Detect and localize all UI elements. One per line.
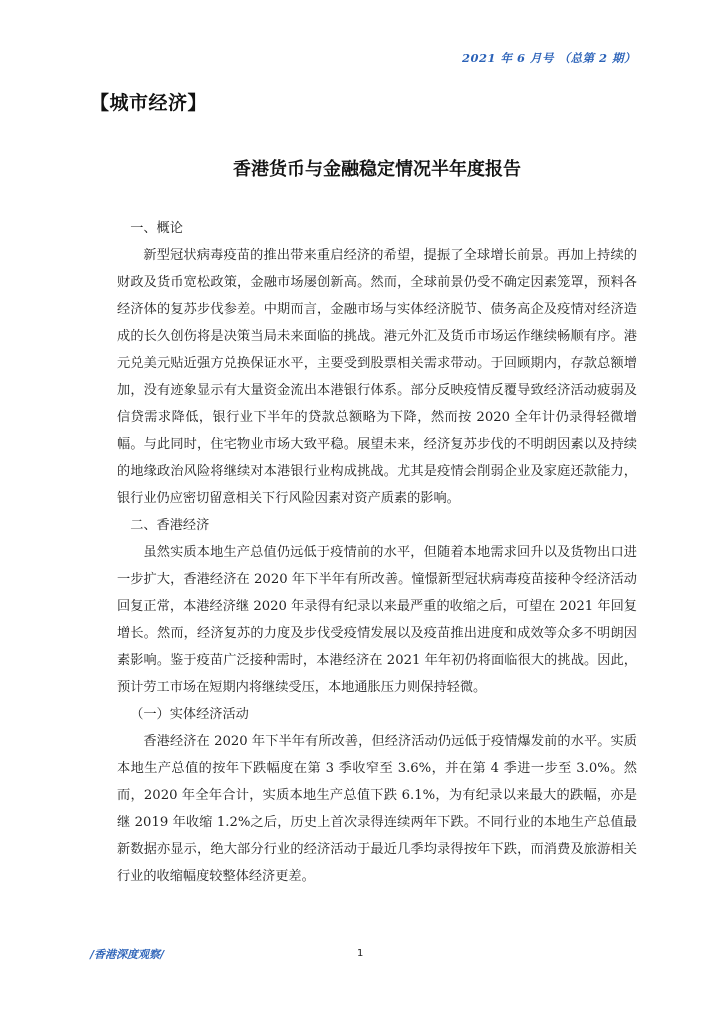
heading-real-economy: （一）实体经济活动: [130, 707, 249, 722]
paragraph-overview: 新型冠状病毒疫苗的推出带来重启经济的希望，提振了全球增长前景。再加上持续的财政及货币宽松政策，金融市场屡创新高。然而，全球前景仍受不确定因素笼罩，预料各经济体的复苏步伐参差。中期而言，金融市场与实体经济脱节、债务高企及疫情对经济造成的长久创伤将是决策当局未来面临的挑战。港元外汇及货币市场运作继续畅顺有序。港元兑美元贴近强方兑换保证水平，主要受到股票相关需求带动。于回顾期内，存款总额增加，没有迹象显示有大量资金流出本港银行体系。部分反映疫情反覆导致经济活动疲弱及信贷需求降低，银行业下半年的贷款总额略为下降，然而按 2020 全年计仍录得轻微增幅。与此同时，住宅物业市场大致平稳。展望未来，经济复苏步伐的不明朗因素以及持续的地缘政治风险将继续对本港银行业构成挑战。尤其是疫情会削弱企业及家庭还款能力，银行业仍应密切留意相关下行风险因素对资产质素的影响。: [117, 248, 637, 506]
report-body: [117, 215, 637, 890]
report-title: 香港货币与金融稳定情况半年度报告: [233, 159, 521, 180]
heading-hk-economy: 二、香港经济: [130, 518, 210, 533]
paragraph-real-economy: 香港经济在 2020 年下半年有所改善，但经济活动仍远低于疫情爆发前的水平。实质本地生产总值的按年下跌幅度在第 3 季收窄至 3.6%，并在第 4 季进一步至 3.0%。然而，2020 年全年合计，实质本地生产总值下跌 6.1%，为有纪录以来最大的跌幅，亦是继 2019 年收缩 1.2%之后，历史上首次录得连续两年下跌。不同行业的本地生产总值最新数据亦显示，绝大部分行业的经济活动于最近几季均录得按年下跌，而消费及旅游相关行业的收缩幅度较整体经济更差。: [117, 734, 637, 884]
section-tag: 【城市经济】: [90, 92, 208, 114]
issue-header: 2021 年 6 月号 （总第 2 期）: [461, 51, 636, 65]
page-number: 1: [357, 948, 364, 959]
heading-overview: 一、概论: [130, 221, 183, 236]
footer-publication: /香港深度观察/: [90, 948, 165, 961]
paragraph-hk-economy: 虽然实质本地生产总值仍远低于疫情前的水平，但随着本地需求回升以及货物出口进一步扩大，香港经济在 2020 年下半年有所改善。憧憬新型冠状病毒疫苗接种令经济活动回复正常，本港经济继 2020 年录得有纪录以来最严重的收缩之后，可望在 2021 年回复增长。然而，经济复苏的力度及步伐受疫情发展以及疫苗推出进度和成效等众多不明朗因素影响。鉴于疫苗广泛接种需时，本港经济在 2021 年年初仍将面临很大的挑战。因此，预计劳工市场在短期内将继续受压，本地通胀压力则保持轻微。: [117, 545, 637, 695]
